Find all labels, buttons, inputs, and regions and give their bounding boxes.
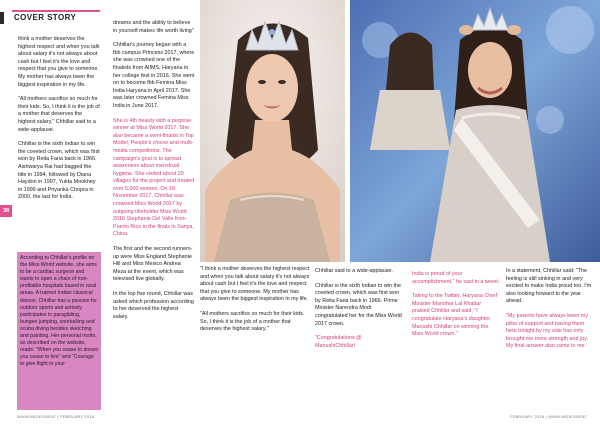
paragraph: Chhillar's journey began with a fbb campus Princess 2017, where she was crowned one of the finalists from AIIMS, Haryana in her college fest in 2016. She went on to become fbb Femina Miss India Haryana in April 2017. She was later crowned Femina Miss India in June 2017.: [113, 42, 195, 109]
section-accent-bar: [0, 12, 4, 24]
paragraph: The first and the second runners-up were Miss England Stephanie Hill and Miss Mexico Andrea Meza at the event, which was televised live globally.: [113, 246, 193, 283]
paragraph: think a mother deserves the highest respect and when you talk about salary it's not always about cash but I feel it's the love and respect that you give to someone. My mother has always been the biggest inspiration in my life.: [18, 36, 100, 88]
footer-left: WWW.INDIEGREAT | FEBRUARY 2018: [17, 414, 95, 419]
article-column-1: [18, 36, 100, 209]
highlight-paragraph: India is proud of your accomplishment," he said in a tweet.: [412, 271, 500, 285]
highlight-paragraph: Taking to the Twitter, Haryana Chief Minister Manohar Lal Khattar praised Chhillar and said, "I congratulate Haryana's daughter Manushi Chhillar on winning the Miss World crown.": [412, 293, 497, 338]
paragraph: Chhillar is the sixth Indian to win the coveted crown, which was first won by Reita Faria back in 1966. Prime Minister Narendra Modi congratulated her for the Miss World 2017 crown.: [315, 282, 402, 327]
article-column-6: [506, 268, 596, 358]
paragraph: "All mothers sacrifice so much for their kids. So, I think it is the job of a mother that deserves the highest salary,": [200, 310, 305, 333]
stage-illustration: [350, 0, 600, 262]
article-column-3: [200, 266, 310, 341]
header-rule: [12, 10, 100, 12]
article-column-2: [113, 20, 195, 328]
profile-sidebar-box: [17, 252, 101, 410]
footer-right: FEBRUARY 2018 | WWW.INDIEGREAT: [510, 414, 588, 419]
crowned-portrait-photo: [200, 0, 345, 262]
paragraph: Chhillar said to a wide-applause.: [315, 268, 393, 274]
highlight-paragraph: "Congratulations @ ManushiChhillar!: [315, 335, 362, 349]
highlight-paragraph: "My parents have always been my pillar of support and having them here tonight by my side has only brought me more strength and joy. My final answer also came to me: [506, 312, 589, 350]
section-title: COVER STORY: [14, 13, 77, 22]
article-column-5: [412, 271, 500, 346]
portrait-illustration: [200, 0, 345, 262]
paragraph: "All mothers sacrifice so much for their kids. So, I think it is the job of a mother that deserves the highest salary," Chhillar said to a wide-applause.: [18, 96, 100, 133]
crowning-stage-photo: [350, 0, 600, 262]
paragraph: "I think a mother deserves the highest respect and when you talk about salary it's not always about cash but I feel it's the love and respect that you give to someone. My mother has always been the biggest inspiration in my life.: [200, 266, 310, 303]
highlight-paragraph: She is 4th beauty with a purpose winner at Miss World 2017. She also became a semi-finalist in Top Model, People's choice and multi-media competitions. The campaign's goal is to spread awareness about menstrual hygiene. She visited about 20 villages for the project and treated over 5,000 women. On 18 November 2017, Chhillar was crowned Miss World 2017 by outgoing titleholder Miss World 2016 Stephanie Del Valle from Puerto Rico in the finals in Sanya, China.: [113, 117, 195, 238]
article-column-4: [315, 268, 403, 357]
sidebar-text: According to Chhillar's profile on the Miss World website, she aims to be a cardiac surgeon and wants to open a chain of non-profitable hospitals based in rural areas. A trained Indian classical dancer, Chhillar has a passion for outdoor sports and actively participates in paragliding, bungee jumping, snorkelling and scuba diving besides sketching and painting. Her personal motto, as described on the website, reads: "When you cease to dream you cease to live" and "Courage to give flight to your: [20, 255, 99, 368]
paragraph: In a statement, Chhillar said: "The feeling is still sinking in and very excited to make India proud too. I'm also looking forward to the year ahead.: [506, 268, 592, 305]
paragraph: Chhillar is the sixth Indian to win the coveted crown, which was first won by Reita Faria back in 1966. Aishwarya Rai had bagged the title in 1994, followed by Diana Haydon in 1997, Yukta Mookhey in 1999 and Priyanka Chopra in 2000, the last for India.: [18, 141, 100, 201]
paragraph: dreams and the ability to believe in yourself makes life worth living": [113, 20, 194, 34]
paragraph: In the top five round, Chhillar was asked which profession according to her deserved the highest salary.: [113, 291, 194, 320]
page-number-badge: 38: [0, 205, 12, 217]
